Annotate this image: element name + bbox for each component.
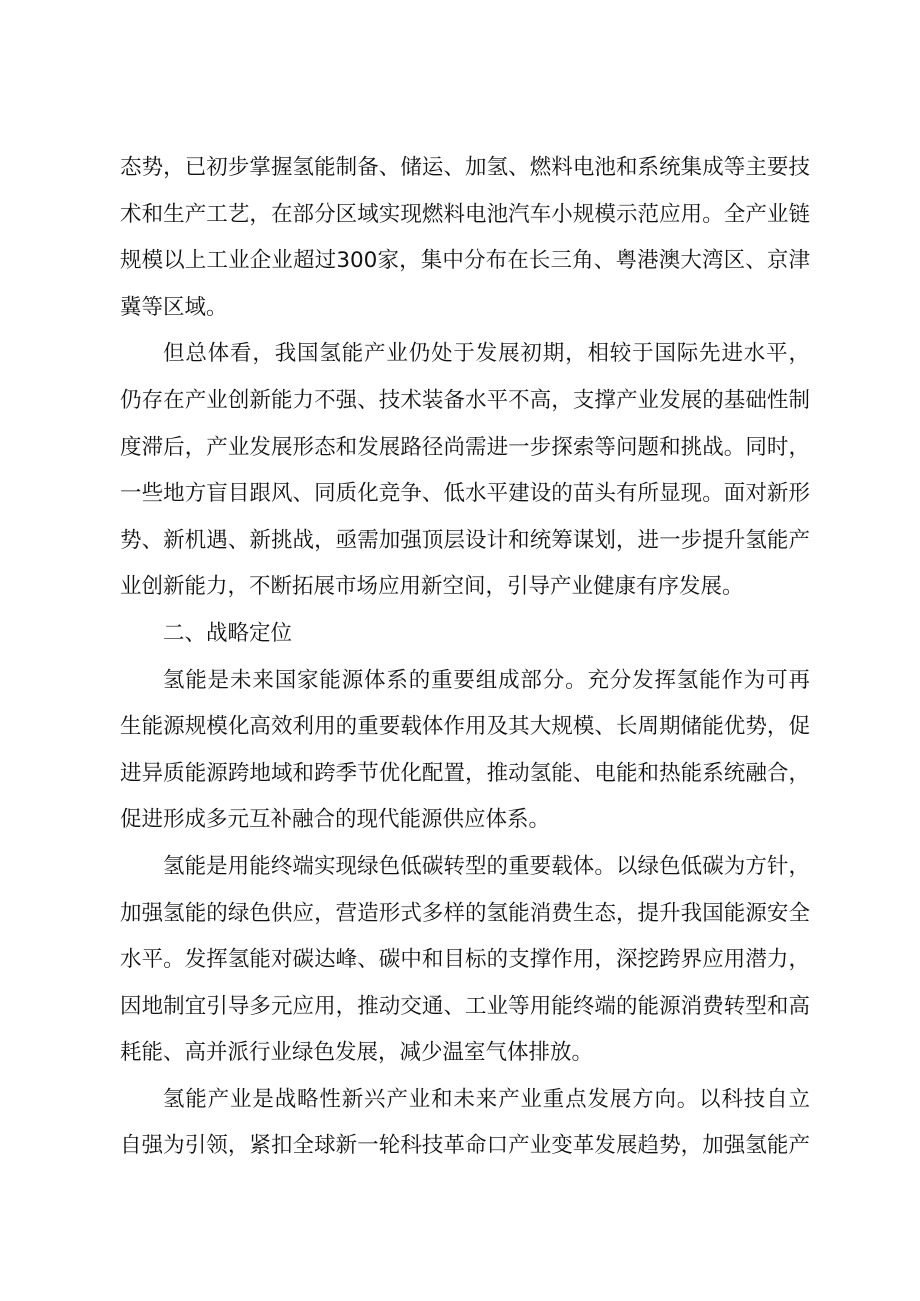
text-line: 生能源规模化高效利用的重要载体作用及其大规模、长周期储能优势，促 xyxy=(120,714,810,740)
text-line: 态势，已初步掌握氢能制备、储运、加氢、燃料电池和系统集成等主要技 xyxy=(120,155,810,180)
text-line: 仍存在产业创新能力不强、技术装备水平不高，支撑产业发展的基础性制 xyxy=(120,387,810,413)
text-line: 势、新机遇、新挑战，亟需加强顶层设计和统筹谋划，进一步提升氢能产 xyxy=(120,527,810,553)
text-line: 规模以上工业企业超过300家，集中分布在长三角、粤港澳大湾区、京津 xyxy=(120,248,810,274)
text-line: 进异质能源跨地域和跨季节优化配置，推动氢能、电能和热能系统融合， xyxy=(120,760,810,786)
text-line: 冀等区域。 xyxy=(120,294,228,320)
section-heading: 二、战略定位 xyxy=(163,620,293,646)
paragraph-1 xyxy=(120,145,810,331)
paragraph-3 xyxy=(120,658,810,844)
text-line: 氢能是未来国家能源体系的重要组成部分。充分发挥氢能作为可再 xyxy=(163,667,810,693)
text-line: 度滞后，产业发展形态和发展路径尚需进一步探索等问题和挑战。同时， xyxy=(120,434,810,460)
paragraph-5 xyxy=(120,1077,810,1170)
paragraph-4 xyxy=(120,844,810,1077)
text-line: 氢能产业是战略性新兴产业和未来产业重点发展方向。以科技自立 xyxy=(163,1086,810,1112)
text-line: 自强为引领，紧扣全球新一轮科技革命口产业变革发展趋势，加强氢能产 xyxy=(120,1133,810,1159)
text-line: 但总体看，我国氢能产业仍处于发展初期，相较于国际先进水平， xyxy=(163,341,810,367)
text-line: 一些地方盲目跟风、同质化竞争、低水平建设的苗头有所显现。面对新形 xyxy=(120,481,810,507)
text-line: 促进形成多元互补融合的现代能源供应体系。 xyxy=(120,807,551,833)
text-line: 术和生产工艺，在部分区域实现燃料电池汽车小规模示范应用。全产业链 xyxy=(120,201,810,227)
text-line: 氢能是用能终端实现绿色低碳转型的重要载体。以绿色低碳为方针， xyxy=(163,853,810,879)
text-line: 耗能、高并派行业绿色发展，减少温室气体排放。 xyxy=(120,1040,594,1066)
paragraph-2 xyxy=(120,331,810,611)
text-line: 业创新能力，不断拓展市场应用新空间，引导产业健康有序发展。 xyxy=(120,574,744,600)
text-line: 水平。发挥氢能对碳达峰、碳中和目标的支撑作用，深挖跨界应用潜力， xyxy=(120,947,810,973)
document-body xyxy=(120,145,810,1170)
text-line: 加强氢能的绿色供应，营造形式多样的氢能消费生态，提升我国能源安全 xyxy=(120,900,810,926)
text-line: 因地制宜引导多元应用，推动交通、工业等用能终端的能源消费转型和高 xyxy=(120,993,810,1019)
